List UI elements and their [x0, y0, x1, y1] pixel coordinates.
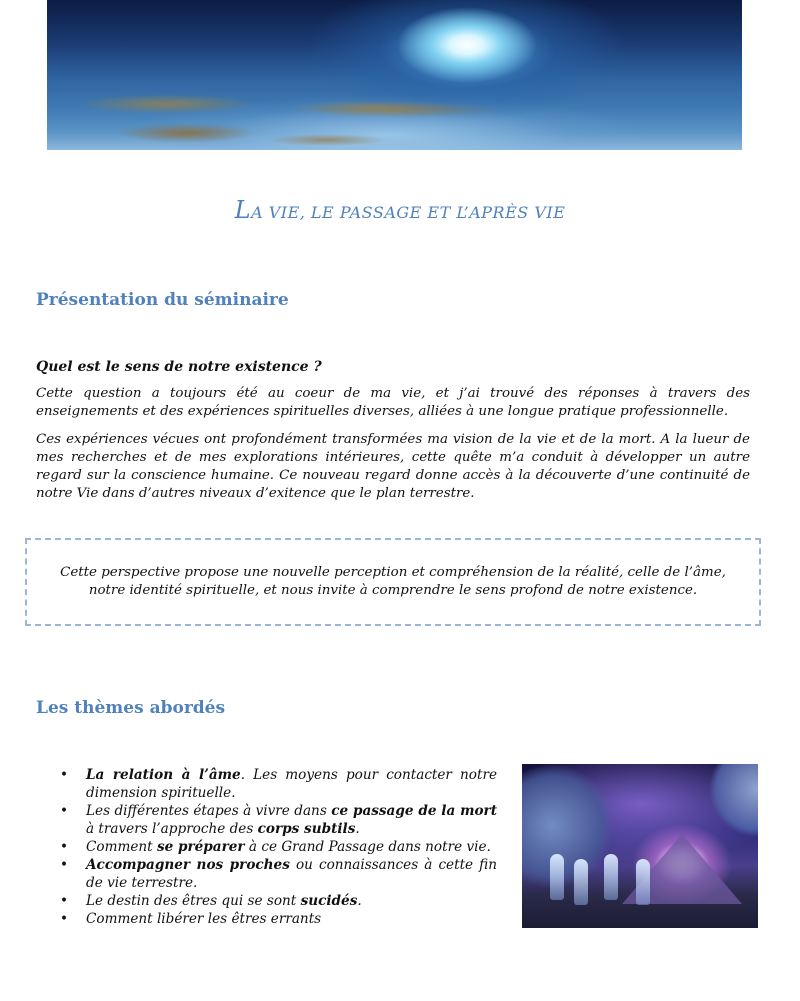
- theme-emphasis: corps subtils: [257, 821, 356, 837]
- bullet-icon: •: [60, 839, 69, 855]
- theme-text: Le destin des êtres qui se sont: [86, 893, 301, 909]
- bullet-icon: •: [60, 767, 69, 783]
- theme-emphasis: Accompagner nos proches: [86, 857, 290, 873]
- spirit-figure: [604, 854, 618, 900]
- page-title: [0, 196, 800, 224]
- theme-text: Les différentes étapes à vivre dans: [86, 803, 332, 819]
- bullet-icon: •: [60, 911, 69, 927]
- theme-item: [60, 838, 497, 856]
- theme-text: . Les moyens pour contacter notre dimension spirituelle.: [86, 767, 497, 801]
- theme-emphasis: se préparer: [156, 839, 245, 855]
- theme-text: Comment libérer les êtres errants: [86, 911, 322, 927]
- theme-text: ou connaissances à cette fin de vie terrestre.: [86, 857, 497, 891]
- question-heading: Quel est le sens de notre existence ?: [36, 359, 322, 375]
- theme-text: Comment: [86, 839, 157, 855]
- title-first-letter: L: [234, 196, 252, 224]
- quote-text: Cette perspective propose une nouvelle perception et compréhension de la réalité, celle de l’âme, notre identité spirituelle, et nous invite à comprendre le sens profond de notre existence.: [60, 565, 726, 598]
- theme-text: .: [357, 893, 362, 909]
- banner-image: [47, 0, 742, 150]
- illustration-image: [522, 764, 758, 928]
- quote-box: [25, 538, 761, 626]
- theme-emphasis: sucidés: [300, 893, 358, 909]
- paragraph-2: Ces expériences vécues ont profondément transformées ma vision de la vie et de la mort. A la lueur de mes recherches et de mes explorations intérieures, cette quête m’a conduit à développer un autre regard sur la conscience humaine. Ce nouveau regard donne accès à la découverte d’une continuité de notre Vie dans d’autres niveaux d’exitence que le plan terrestre.: [36, 432, 750, 501]
- bullet-icon: •: [60, 803, 69, 819]
- bullet-icon: •: [60, 857, 69, 873]
- section-heading-presentation: Présentation du séminaire: [36, 290, 289, 310]
- paragraph-1: Cette question a toujours été au coeur de ma vie, et j’ai trouvé des réponses à travers des enseignements et des expériences spirituelles diverses, alliées à une longue pratique professionnelle.: [36, 386, 750, 419]
- title-text: A VIE, LE PASSAGE ET L’APRÈS VIE: [251, 203, 566, 222]
- theme-item: [60, 856, 497, 892]
- theme-item: [60, 910, 497, 928]
- theme-emphasis: ce passage de la mort: [331, 803, 497, 819]
- themes-list: [60, 766, 497, 928]
- theme-item: [60, 766, 497, 802]
- theme-text: à ce Grand Passage dans notre vie.: [244, 839, 491, 855]
- theme-item: [60, 802, 497, 838]
- section-heading-themes: Les thèmes abordés: [36, 698, 226, 718]
- bullet-icon: •: [60, 893, 69, 909]
- theme-text: .: [355, 821, 360, 837]
- theme-item: [60, 892, 497, 910]
- spirit-figure: [550, 854, 564, 900]
- theme-emphasis: La relation à l’âme: [86, 767, 241, 783]
- theme-text: à travers l’approche des: [86, 821, 258, 837]
- spirit-figure: [574, 859, 588, 905]
- spirit-figure: [636, 859, 650, 905]
